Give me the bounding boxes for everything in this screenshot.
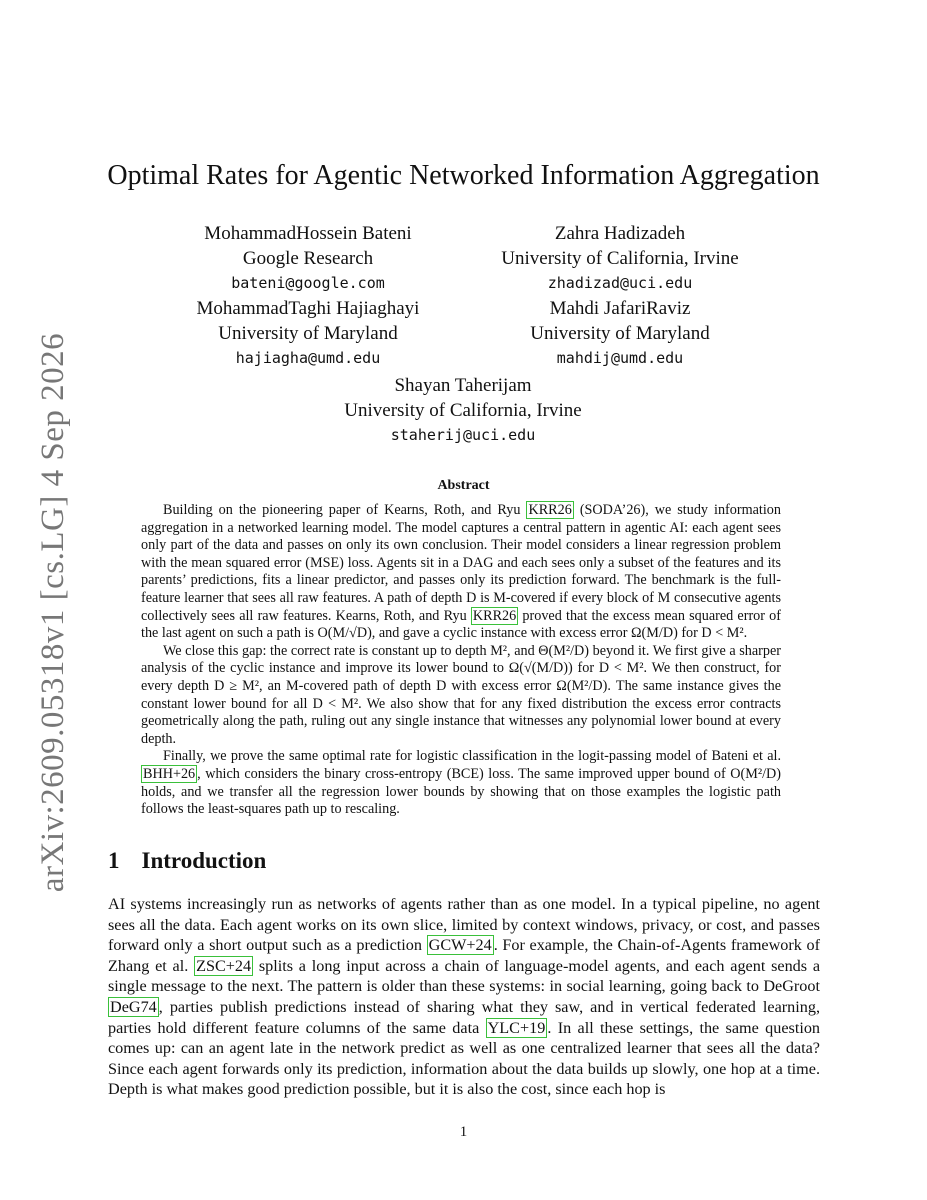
author-affiliation: University of Maryland [218, 322, 398, 344]
abstract-text: Building on the pioneering paper of Kearns, Roth, and Ryu [163, 502, 527, 518]
abstract-text: (SODA’26), we study information aggregation in a networked learning model. The model captures a central pattern in agentic AI: each agent sees only part of the data and passes on only its own conclusion. Their model considers a linear regression problem with the mean squared error (MSE) loss. Agents sit in a DAG and each sees only a subset of the features and its parents’ predictions, fits a linear predictor, and passes only its prediction forward. The benchmark is the full-feature learner that sees all raw features. A path of depth D is M-covered if every block of M consecutive agents collectively sees all raw features. Kearns, Roth, and Ryu [141, 502, 781, 624]
abstract-paragraph [141, 748, 781, 818]
intro-text: , parties publish predictions instead of sharing what they saw, and in vertical federated learning, parties hold different feature columns of the same data [108, 997, 820, 1037]
intro-text: AI systems increasingly run as networks of agents rather than as one model. In a typical pipeline, no agent sees all the data. Each agent works on its own slice, limited by context windows, privacy, or cost, and passes forward only a short output such as a prediction [108, 895, 820, 955]
abstract-paragraph: We close this gap: the correct rate is constant up to depth M², and Θ(M²/D) beyond it. We first give a sharper analysis of the cyclic instance and improve its lower bound to Ω(√(M/D)) for D < M². We then construct, for every depth D ≥ M², an M-covered path of depth D with excess error Ω(M²/D). The same instance gives the constant lower bound for all D < M². We also show that for any fixed distribution the excess error contracts geometrically along the path, ruling out any single instance that witnesses any polynomial lower bound at every depth. [141, 642, 781, 747]
arxiv-identifier: arXiv:2609.05318v1 [cs.LG] 4 Sep 2026 [35, 332, 72, 893]
citation-link[interactable]: KRR26 [528, 502, 572, 518]
author-block [460, 222, 780, 296]
author-name: Mahdi JafariRaviz [549, 298, 691, 319]
author-affiliation: University of California, Irvine [344, 399, 582, 421]
arxiv-sidebar [28, 332, 80, 893]
author-email[interactable]: zhadizad@uci.edu [547, 274, 693, 292]
intro-text: . For example, the Chain-of-Agents framework of Zhang et al. [108, 936, 820, 975]
page-number: 1 [459, 1124, 468, 1140]
intro-text: . In all these settings, the same question comes up: can an agent late in the network predict as well as one centralized learner that sees all the data? Since each agent forwards only its prediction, information about the data builds up slowly, one hop at a time. Depth is what makes good prediction possible, but it is also the cost, since each hop is [108, 1018, 821, 1099]
section-heading [108, 848, 266, 874]
author-name: Zahra Hadizadeh [554, 223, 686, 244]
author-email[interactable]: hajiagha@umd.edu [235, 349, 381, 367]
citation-link[interactable]: YLC+19 [487, 1018, 546, 1037]
author-block [148, 222, 468, 296]
intro-text: splits a long input across a chain of language-model agents, and each agent sends a single message to the next. The pattern is older than these systems: in social learning, going back to DeGroot [108, 956, 821, 996]
abstract-text: Finally, we prove the same optimal rate for logistic classification in the logit-passing model of Bateni et al. [163, 748, 781, 765]
citation-link[interactable]: ZSC+24 [196, 956, 252, 975]
abstract-body [141, 502, 781, 819]
author-affiliation: University of Maryland [530, 322, 710, 344]
author-block [148, 297, 468, 371]
abstract-paragraph [141, 502, 781, 643]
paper-title: Optimal Rates for Agentic Networked Information Aggregation [107, 160, 820, 191]
author-affiliation: University of California, Irvine [501, 247, 739, 269]
citation-link[interactable]: GCW+24 [428, 936, 492, 955]
citation-link[interactable]: BHH+26 [143, 765, 196, 782]
intro-body [108, 894, 820, 1100]
abstract-text: , which considers the binary cross-entropy (BCE) loss. The same improved upper bound of O(M²/D) holds, and we transfer all the regression lower bounds by showing that on those examples the logistic path follows the least-squares path up to rescaling. [141, 765, 781, 818]
author-name: MohammadHossein Bateni [204, 223, 412, 244]
section-number: 1 [108, 848, 120, 873]
abstract-heading: Abstract [437, 478, 490, 493]
author-affiliation: Google Research [242, 247, 374, 269]
intro-paragraph [108, 894, 820, 1100]
author-email[interactable]: staherij@uci.edu [390, 426, 536, 444]
abstract-text: proved that the excess mean squared error of the last agent on such a path is O(M/√D), and gave a cyclic instance with excess error Ω(M/D) for D < M². [141, 607, 781, 642]
author-name: Shayan Taherijam [394, 375, 532, 396]
section-title: Introduction [141, 848, 267, 873]
author-name: MohammadTaghi Hajiaghayi [196, 298, 420, 319]
citation-link[interactable]: KRR26 [472, 607, 517, 624]
author-block [460, 297, 780, 371]
author-block [303, 374, 623, 448]
citation-link[interactable]: DeG74 [110, 997, 157, 1016]
author-email[interactable]: bateni@google.com [231, 274, 385, 292]
author-email[interactable]: mahdij@umd.edu [556, 349, 684, 367]
